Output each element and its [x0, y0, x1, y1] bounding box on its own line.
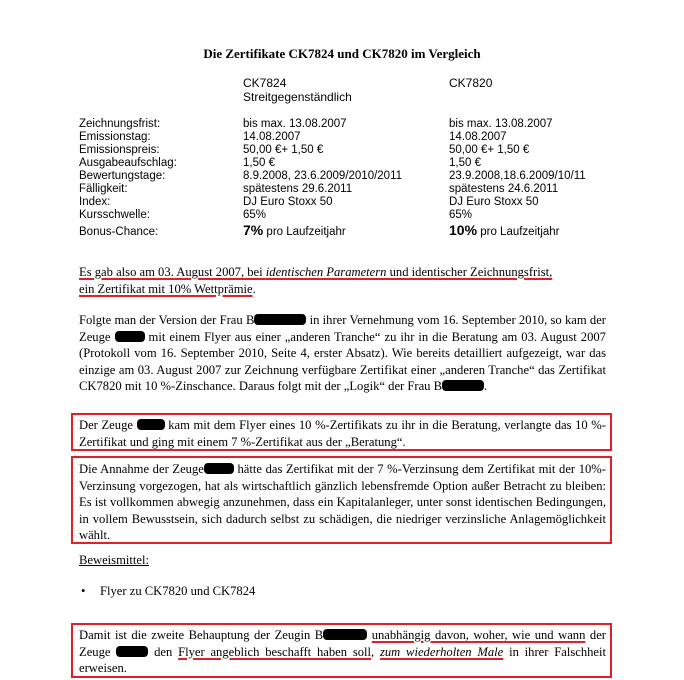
redaction [116, 646, 148, 657]
paragraph-final [79, 627, 606, 677]
redaction [115, 331, 145, 342]
p5-underlined: Flyer angeblich beschafft haben soll [178, 644, 372, 659]
p1-text: Es gab also am 03. August 2007, bei [79, 265, 266, 279]
row-label: Zeichnungsfrist: [79, 118, 161, 130]
p5-emphasis: zum wiederholten Male [379, 644, 504, 659]
p3-text: Der Zeuge [79, 418, 137, 432]
row-label: Index: [79, 196, 111, 208]
row-label: Fälligkeit: [79, 183, 128, 195]
col2-header [449, 76, 492, 90]
row-value-ck7820: DJ Euro Stoxx 50 [449, 196, 539, 208]
col1-header [243, 76, 352, 104]
row-label: Emissionspreis: [79, 144, 160, 156]
bonus-pct: 7% [243, 222, 264, 238]
p2-text: . [484, 379, 488, 394]
row-value-ck7820: 1,50 € [449, 157, 481, 169]
row-label: Emissionstag: [79, 131, 151, 143]
row-value-ck7824: 1,50 € [243, 157, 275, 169]
p5-underlined: unabhängig davon, woher, wie und wann [371, 628, 586, 642]
redaction [442, 380, 484, 391]
redaction [254, 314, 306, 325]
row-value-ck7824: 14.08.2007 [243, 131, 301, 143]
row-value-ck7820: 23.9.2008,18.6.2009/10/11 [449, 170, 586, 182]
row-value-ck7824: 50,00 €+ 1,50 € [243, 144, 324, 156]
p5-text: in ihrer Falschheit erweisen. [79, 644, 607, 676]
redaction [204, 463, 234, 474]
row-value-ck7820: bis max. 13.08.2007 [449, 118, 553, 130]
col1-subtitle: Streitgegenständlich [243, 90, 352, 104]
p3-text: kam mit dem Flyer eines 10 %-Zertifikats zu ihr in die Beratung, verlangte das 10 %-Zertifikat und ging mit einem 7 %-Zertifikat aus der „Beratung“. [79, 418, 606, 449]
p1-text: . [252, 281, 256, 296]
bonus-value-ck7820 [449, 224, 560, 239]
evidence-heading: Beweismittel: [79, 553, 149, 567]
p5-text: den [148, 644, 179, 659]
row-value-ck7824: spätestens 29.6.2011 [243, 183, 353, 195]
row-value-ck7820: 65% [449, 209, 473, 221]
row-value-ck7824: 65% [243, 209, 267, 221]
p5-text: , [371, 644, 380, 659]
document-title: Die Zertifikate CK7824 und CK7820 im Vergleich [203, 46, 481, 61]
redaction [323, 629, 367, 640]
row-label: Kursschwelle: [79, 209, 150, 221]
row-value-ck7820: spätestens 24.6.2011 [449, 183, 559, 195]
bonus-suffix: pro Laufzeitjahr [263, 226, 346, 238]
p2-text: mit einem Flyer aus einer „anderen Tranche“ zu ihr in die Beratung am 03. August 2007 (Protokoll vom 16. September 2010, Seite 4, erster Absatz). Wie bereits detailliert aufgezeigt, war das einzige am 03. August 2007 zur Zeichnung verfügbare Zertifikat einer „anderen Tranche“ das Zertifikat CK7820 mit 10 %-Zinschance. Daraus folgt mit der „Logik“ der Frau B [79, 329, 606, 394]
p1-emphasis: identischen Parametern [265, 265, 387, 279]
p5-text: Damit ist die zweite Behauptung der Zeugin B [79, 628, 324, 642]
row-value-ck7820: 50,00 €+ 1,50 € [449, 144, 530, 156]
p1-text: und identischer Zeichnungsfrist, [386, 265, 553, 279]
redaction [137, 419, 165, 430]
evidence-item: Flyer zu CK7820 und CK7824 [100, 584, 256, 598]
bonus-pct: 10% [449, 222, 478, 238]
row-value-ck7824: 8.9.2008, 23.6.2009/2010/2011 [243, 170, 403, 182]
p2-text: in ihrer Vernehmung vom 16. September 2010, so kam der Zeuge [79, 313, 606, 344]
p4-text: hätte das Zertifikat mit der 7 %-Verzinsung dem Zertifikat mit der 10%-Verzinsung vorgezogen, hat als wirtschaftlich gänzlich lebensfremde Option außer Betracht zu bleiben: Es ist vollkommen abwegig anzunehmen, dass ein Kapitalanleger, unter sonst identischen Bedingungen, in vollem Bewusstsein, sich dadurch selbst zu schädigen, die niedriger verzinsliche Anlagemöglichkeit wählt. [79, 462, 606, 543]
paragraph-testimony [79, 312, 606, 395]
paragraph-assumption [79, 461, 606, 544]
col1-name: CK7824 [243, 76, 287, 90]
row-label: Bonus-Chance: [79, 226, 159, 238]
row-value-ck7820: 14.08.2007 [449, 131, 507, 143]
row-value-ck7824: DJ Euro Stoxx 50 [243, 196, 333, 208]
col2-name: CK7820 [449, 76, 493, 90]
paragraph-conclusion [79, 264, 606, 297]
row-label: Bewertungstage: [79, 170, 166, 182]
paragraph-logic [79, 417, 606, 450]
row-value-ck7824: bis max. 13.08.2007 [243, 118, 347, 130]
p4-text: Die Annahme der Zeuge [79, 462, 204, 476]
p1-text: ein Zertifikat mit 10% Wettprämie [79, 281, 253, 296]
bonus-suffix: pro Laufzeitjahr [477, 226, 560, 238]
row-label: Ausgabeaufschlag: [79, 157, 177, 169]
bullet-icon: • [81, 584, 86, 598]
bonus-value-ck7824 [243, 224, 346, 239]
p5-text: der Zeuge [79, 628, 606, 659]
p2-text: Folgte man der Version der Frau B [79, 313, 255, 327]
